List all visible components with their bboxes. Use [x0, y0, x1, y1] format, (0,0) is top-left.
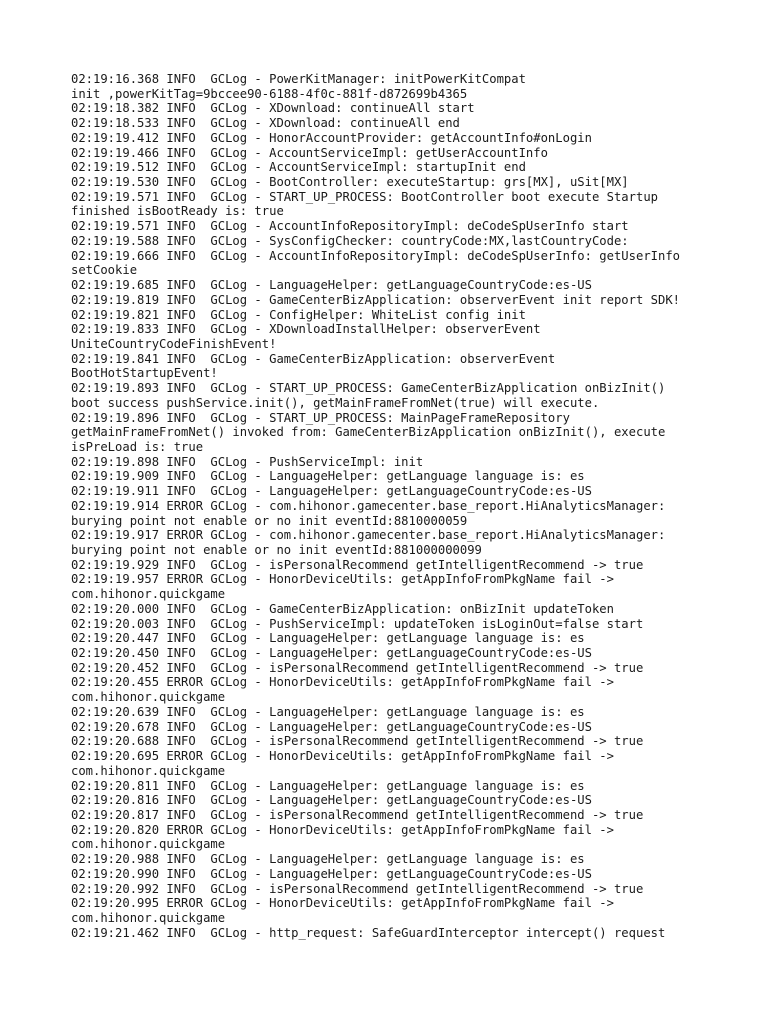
log-line: 02:19:20.455 ERROR GCLog - HonorDeviceUtils: getAppInfoFromPkgName fail ->	[71, 675, 614, 690]
log-line: 02:19:19.588 INFO GCLog - SysConfigChecker: countryCode:MX,lastCountryCode:	[71, 233, 629, 248]
log-line: 02:19:19.911 INFO GCLog - LanguageHelper: getLanguageCountryCode:es-US	[71, 484, 592, 499]
log-text-block	[71, 72, 711, 940]
log-line: 02:19:20.639 INFO GCLog - LanguageHelper: getLanguage language is: es	[71, 704, 585, 719]
log-line: burying point not enable or no init eventId:8810000059	[71, 513, 468, 528]
log-line: 02:19:20.816 INFO GCLog - LanguageHelper: getLanguageCountryCode:es-US	[71, 793, 592, 808]
log-line: 02:19:20.452 INFO GCLog - isPersonalRecommend getIntelligentRecommend -> true	[71, 660, 644, 675]
log-line: 02:19:20.992 INFO GCLog - isPersonalRecommend getIntelligentRecommend -> true	[71, 881, 644, 896]
log-line: BootHotStartupEvent!	[71, 366, 218, 381]
log-line: init ,powerKitTag=9bccee90-6188-4f0c-881f-d872699b4365	[71, 86, 468, 101]
log-line: com.hihonor.quickgame	[71, 910, 226, 925]
log-line: isPreLoad is: true	[71, 439, 204, 454]
log-line: 02:19:19.821 INFO GCLog - ConfigHelper: WhiteList config init	[71, 307, 526, 322]
log-line: 02:19:19.896 INFO GCLog - START_UP_PROCESS: MainPageFrameRepository	[71, 410, 570, 425]
log-line: 02:19:19.917 ERROR GCLog - com.hihonor.gamecenter.base_report.HiAnalyticsManager:	[71, 528, 666, 543]
log-line: 02:19:20.003 INFO GCLog - PushServiceImpl: updateToken isLoginOut=false start	[71, 616, 644, 631]
log-line: 02:19:19.898 INFO GCLog - PushServiceImpl: init	[71, 454, 424, 469]
log-line: 02:19:20.695 ERROR GCLog - HonorDeviceUtils: getAppInfoFromPkgName fail ->	[71, 749, 614, 764]
log-line: 02:19:19.685 INFO GCLog - LanguageHelper: getLanguageCountryCode:es-US	[71, 278, 592, 293]
log-line: 02:19:19.530 INFO GCLog - BootController: executeStartup: grs[MX], uSit[MX]	[71, 175, 629, 190]
log-line: 02:19:20.688 INFO GCLog - isPersonalRecommend getIntelligentRecommend -> true	[71, 734, 644, 749]
log-line: 02:19:20.995 ERROR GCLog - HonorDeviceUtils: getAppInfoFromPkgName fail ->	[71, 896, 614, 911]
log-line: 02:19:16.368 INFO GCLog - PowerKitManager: initPowerKitCompat	[71, 72, 526, 86]
log-line: 02:19:19.466 INFO GCLog - AccountServiceImpl: getUserAccountInfo	[71, 145, 548, 160]
log-line: 02:19:20.678 INFO GCLog - LanguageHelper: getLanguageCountryCode:es-US	[71, 719, 592, 734]
log-line: 02:19:20.450 INFO GCLog - LanguageHelper: getLanguageCountryCode:es-US	[71, 646, 592, 661]
log-line: setCookie	[71, 263, 138, 278]
log-line: 02:19:20.820 ERROR GCLog - HonorDeviceUtils: getAppInfoFromPkgName fail ->	[71, 822, 614, 837]
log-line: 02:19:18.382 INFO GCLog - XDownload: continueAll start	[71, 101, 475, 116]
log-line: 02:19:19.929 INFO GCLog - isPersonalRecommend getIntelligentRecommend -> true	[71, 557, 644, 572]
log-line: 02:19:20.988 INFO GCLog - LanguageHelper: getLanguage language is: es	[71, 852, 585, 867]
log-line: com.hihonor.quickgame	[71, 837, 226, 852]
log-line: 02:19:19.841 INFO GCLog - GameCenterBizApplication: observerEvent	[71, 351, 556, 366]
log-line: 02:19:20.817 INFO GCLog - isPersonalRecommend getIntelligentRecommend -> true	[71, 807, 644, 822]
log-line: boot success pushService.init(), getMainFrameFromNet(true) will execute.	[71, 395, 600, 410]
log-line: 02:19:19.666 INFO GCLog - AccountInfoRepositoryImpl: deCodeSpUserInfo: getUserInfo	[71, 248, 681, 263]
log-line: 02:19:20.447 INFO GCLog - LanguageHelper: getLanguage language is: es	[71, 631, 585, 646]
log-line: 02:19:20.000 INFO GCLog - GameCenterBizApplication: onBizInit updateToken	[71, 601, 614, 616]
log-line: com.hihonor.quickgame	[71, 763, 226, 778]
log-line: 02:19:19.412 INFO GCLog - HonorAccountProvider: getAccountInfo#onLogin	[71, 130, 592, 145]
log-line: 02:19:20.811 INFO GCLog - LanguageHelper: getLanguage language is: es	[71, 778, 585, 793]
log-line: 02:19:19.512 INFO GCLog - AccountServiceImpl: startupInit end	[71, 160, 526, 175]
log-line: com.hihonor.quickgame	[71, 587, 226, 602]
log-line: UniteCountryCodeFinishEvent!	[71, 336, 277, 351]
log-line: 02:19:19.819 INFO GCLog - GameCenterBizApplication: observerEvent init report SDK!	[71, 292, 681, 307]
log-line: 02:19:21.462 INFO GCLog - http_request: SafeGuardInterceptor intercept() request	[71, 925, 666, 940]
log-line: 02:19:19.909 INFO GCLog - LanguageHelper: getLanguage language is: es	[71, 469, 585, 484]
log-line: 02:19:20.990 INFO GCLog - LanguageHelper: getLanguageCountryCode:es-US	[71, 866, 592, 881]
log-line: 02:19:18.533 INFO GCLog - XDownload: continueAll end	[71, 116, 460, 131]
log-line: 02:19:19.571 INFO GCLog - AccountInfoRepositoryImpl: deCodeSpUserInfo start	[71, 219, 629, 234]
log-line: burying point not enable or no init eventId:881000000099	[71, 543, 482, 557]
log-line: 02:19:19.571 INFO GCLog - START_UP_PROCESS: BootController boot execute Startup	[71, 189, 658, 204]
log-line: 02:19:19.893 INFO GCLog - START_UP_PROCESS: GameCenterBizApplication onBizInit()	[71, 381, 666, 396]
log-line: 02:19:19.957 ERROR GCLog - HonorDeviceUtils: getAppInfoFromPkgName fail ->	[71, 572, 614, 587]
log-line: 02:19:19.833 INFO GCLog - XDownloadInstallHelper: observerEvent	[71, 322, 541, 337]
log-line: getMainFrameFromNet() invoked from: GameCenterBizApplication onBizInit(), execute	[71, 425, 666, 440]
log-line: finished isBootReady is: true	[71, 204, 284, 219]
log-line: com.hihonor.quickgame	[71, 690, 226, 705]
log-line: 02:19:19.914 ERROR GCLog - com.hihonor.gamecenter.base_report.HiAnalyticsManager:	[71, 498, 666, 513]
